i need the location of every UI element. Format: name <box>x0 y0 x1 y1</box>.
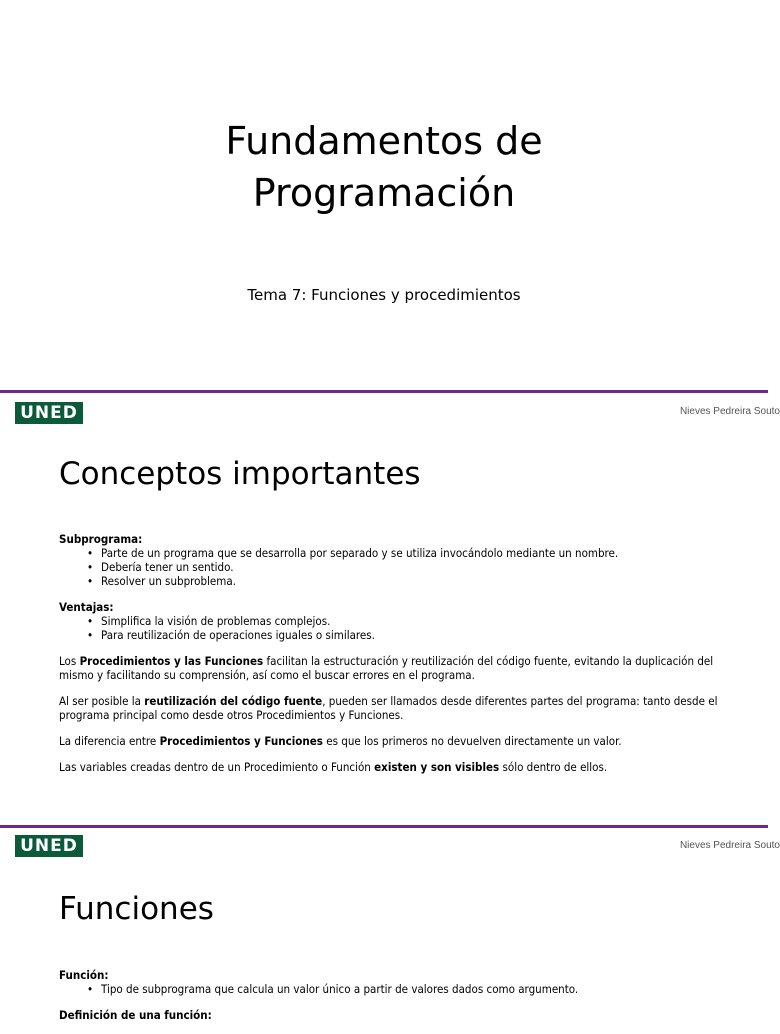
slide-conceptos <box>0 390 780 825</box>
slide-title: Funciones <box>59 891 214 927</box>
header-divider <box>0 390 768 393</box>
section-heading: Ventajas: <box>59 600 114 614</box>
paragraph: Las variables creadas dentro de un Procedimiento o Función existen y son visibles sólo dentro de ellos. <box>59 760 608 774</box>
section-heading: Función: <box>59 968 109 982</box>
slide-content <box>59 532 729 786</box>
header-divider <box>0 825 768 828</box>
uned-logo: UNED <box>15 402 83 424</box>
title-line-2: Programación <box>252 171 516 215</box>
list-item: • Debería tener un sentido. <box>87 560 729 574</box>
presentation-title <box>0 115 768 219</box>
list-item: • Simplifica la visión de problemas complejos. <box>87 614 729 628</box>
presentation-subtitle: Tema 7: Funciones y procedimientos <box>247 286 521 304</box>
slide-title: Conceptos importantes <box>59 456 421 492</box>
slide-funciones <box>0 825 780 1024</box>
list-item: • Tipo de subprograma que calcula un valor único a partir de valores dados como argumento. <box>87 982 729 996</box>
list-item: • Parte de un programa que se desarrolla por separado y se utiliza invocándolo mediante un nombre. <box>87 546 729 560</box>
author-name: Nieves Pedreira Souto <box>679 840 780 851</box>
slide-content <box>59 968 729 1034</box>
section-heading: Subprograma: <box>59 532 143 546</box>
definicion-section <box>59 1008 729 1022</box>
paragraph: La diferencia entre Procedimientos y Funciones es que los primeros no devuelven directamente un valor. <box>59 734 622 748</box>
list-item: • Para reutilización de operaciones iguales o similares. <box>87 628 729 642</box>
list-item: • Resolver un subproblema. <box>87 574 729 588</box>
funcion-section <box>59 968 729 996</box>
section-heading: Definición de una función: <box>59 1008 212 1022</box>
ventajas-section <box>59 600 729 642</box>
bullet-list <box>59 982 729 996</box>
bullet-list <box>59 546 729 588</box>
paragraph: Los Procedimientos y las Funciones facilitan la estructuración y reutilización del código fuente, evitando la duplicación del mismo y facilitando su comprensión, así como el buscar errores en el programa. <box>59 654 714 682</box>
author-name: Nieves Pedreira Souto <box>679 406 780 417</box>
uned-logo: UNED <box>15 835 83 857</box>
subprograma-section <box>59 532 729 588</box>
bullet-list <box>59 614 729 642</box>
title-slide <box>0 0 768 390</box>
paragraph: Al ser posible la reutilización del código fuente, pueden ser llamados desde diferentes partes del programa: tanto desde el programa principal como desde otros Procedimientos y Funciones. <box>59 694 718 722</box>
title-line-1: Fundamentos de <box>225 119 543 163</box>
